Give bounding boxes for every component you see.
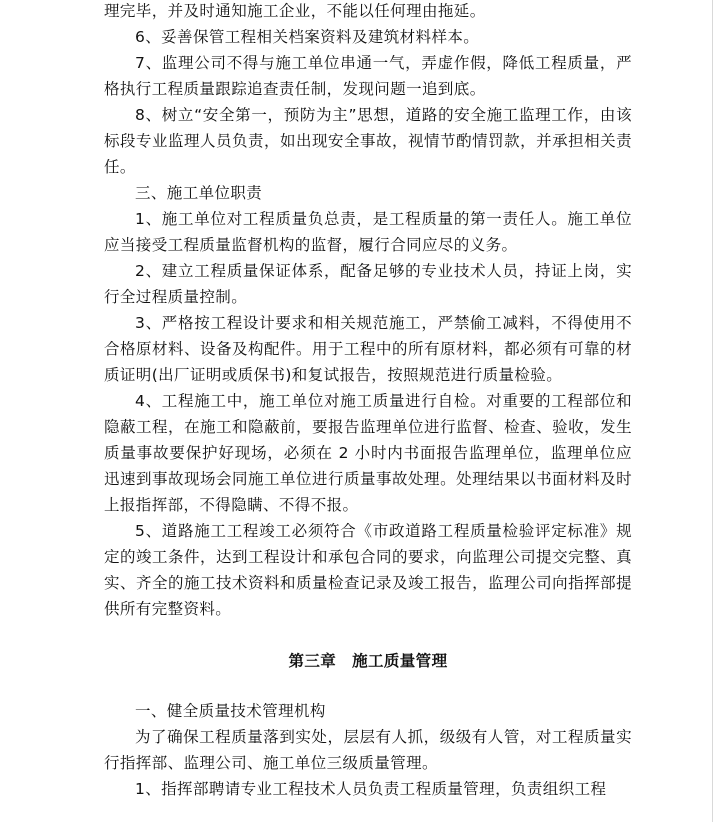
- paragraph-contractor-4: 4、工程施工中，施工单位对施工质量进行自检。对重要的工程部位和隐蔽工程，在施工和隐蔽前，要报告监理单位进行监督、检查、验收，发生质量事故要保护好现场，必须在 2 小时内书面报告监理单位，监理单位应迅速到事故现场会同施工单位进行质量事故处理。处理结果以书面材料及时上报指挥部，不得隐瞒、不得不报。: [104, 392, 632, 514]
- paragraph-quality-intro: 为了确保工程质量落到实处，层层有人抓，级级有人管，对工程质量实行指挥部、监理公司、施工单位三级质量管理。: [104, 728, 632, 772]
- paragraph-item-6: 6、妥善保管工程相关档案资料及建筑材料样本。: [135, 28, 480, 46]
- paragraph-contractor-1: 1、施工单位对工程质量负总责，是工程质量的第一责任人。施工单位应当接受工程质量监督机构的监督，履行合同应尽的义务。: [104, 210, 632, 254]
- section-heading-contractor-duties: 三、施工单位职责: [135, 184, 263, 202]
- document-body: [104, 0, 632, 802]
- chapter-title: 第三章 施工质量管理: [288, 652, 448, 670]
- paragraph-item-8: 8、树立“安全第一，预防为主”思想，道路的安全施工监理工作，由该标段专业监理人员负责，如出现安全事故，视情节酌情罚款，并承担相关责任。: [104, 106, 632, 176]
- blank-line: [104, 674, 632, 698]
- blank-line: [104, 622, 632, 648]
- paragraph-item-7: 7、监理公司不得与施工单位串通一气，弄虚作假，降低工程质量，严格执行工程质量跟踪追查责任制，发现问题一追到底。: [104, 54, 632, 98]
- paragraph-contractor-2: 2、建立工程质量保证体系，配备足够的专业技术人员，持证上岗，实行全过程质量控制。: [104, 262, 632, 306]
- paragraph-contractor-5: 5、道路施工工程竣工必须符合《市政道路工程质量检验评定标准》规定的竣工条件，达到工程设计和承包合同的要求，向监理公司提交完整、真实、齐全的施工技术资料和质量检查记录及竣工报告，监理公司向指挥部提供所有完整资料。: [104, 522, 632, 618]
- section-heading-quality-organization: 一、健全质量技术管理机构: [135, 702, 326, 720]
- paragraph-quality-1: 1、指挥部聘请专业工程技术人员负责工程质量管理，负责组织工程: [135, 780, 607, 798]
- paragraph-continuation: 理完毕，并及时通知施工企业，不能以任何理由拖延。: [104, 2, 486, 20]
- paragraph-contractor-3: 3、严格按工程设计要求和相关规范施工，严禁偷工减料，不得使用不合格原材料、设备及构配件。用于工程中的所有原材料，都必须有可靠的材质证明(出厂证明或质保书)和复试报告，按照规范进行质量检验。: [104, 314, 632, 384]
